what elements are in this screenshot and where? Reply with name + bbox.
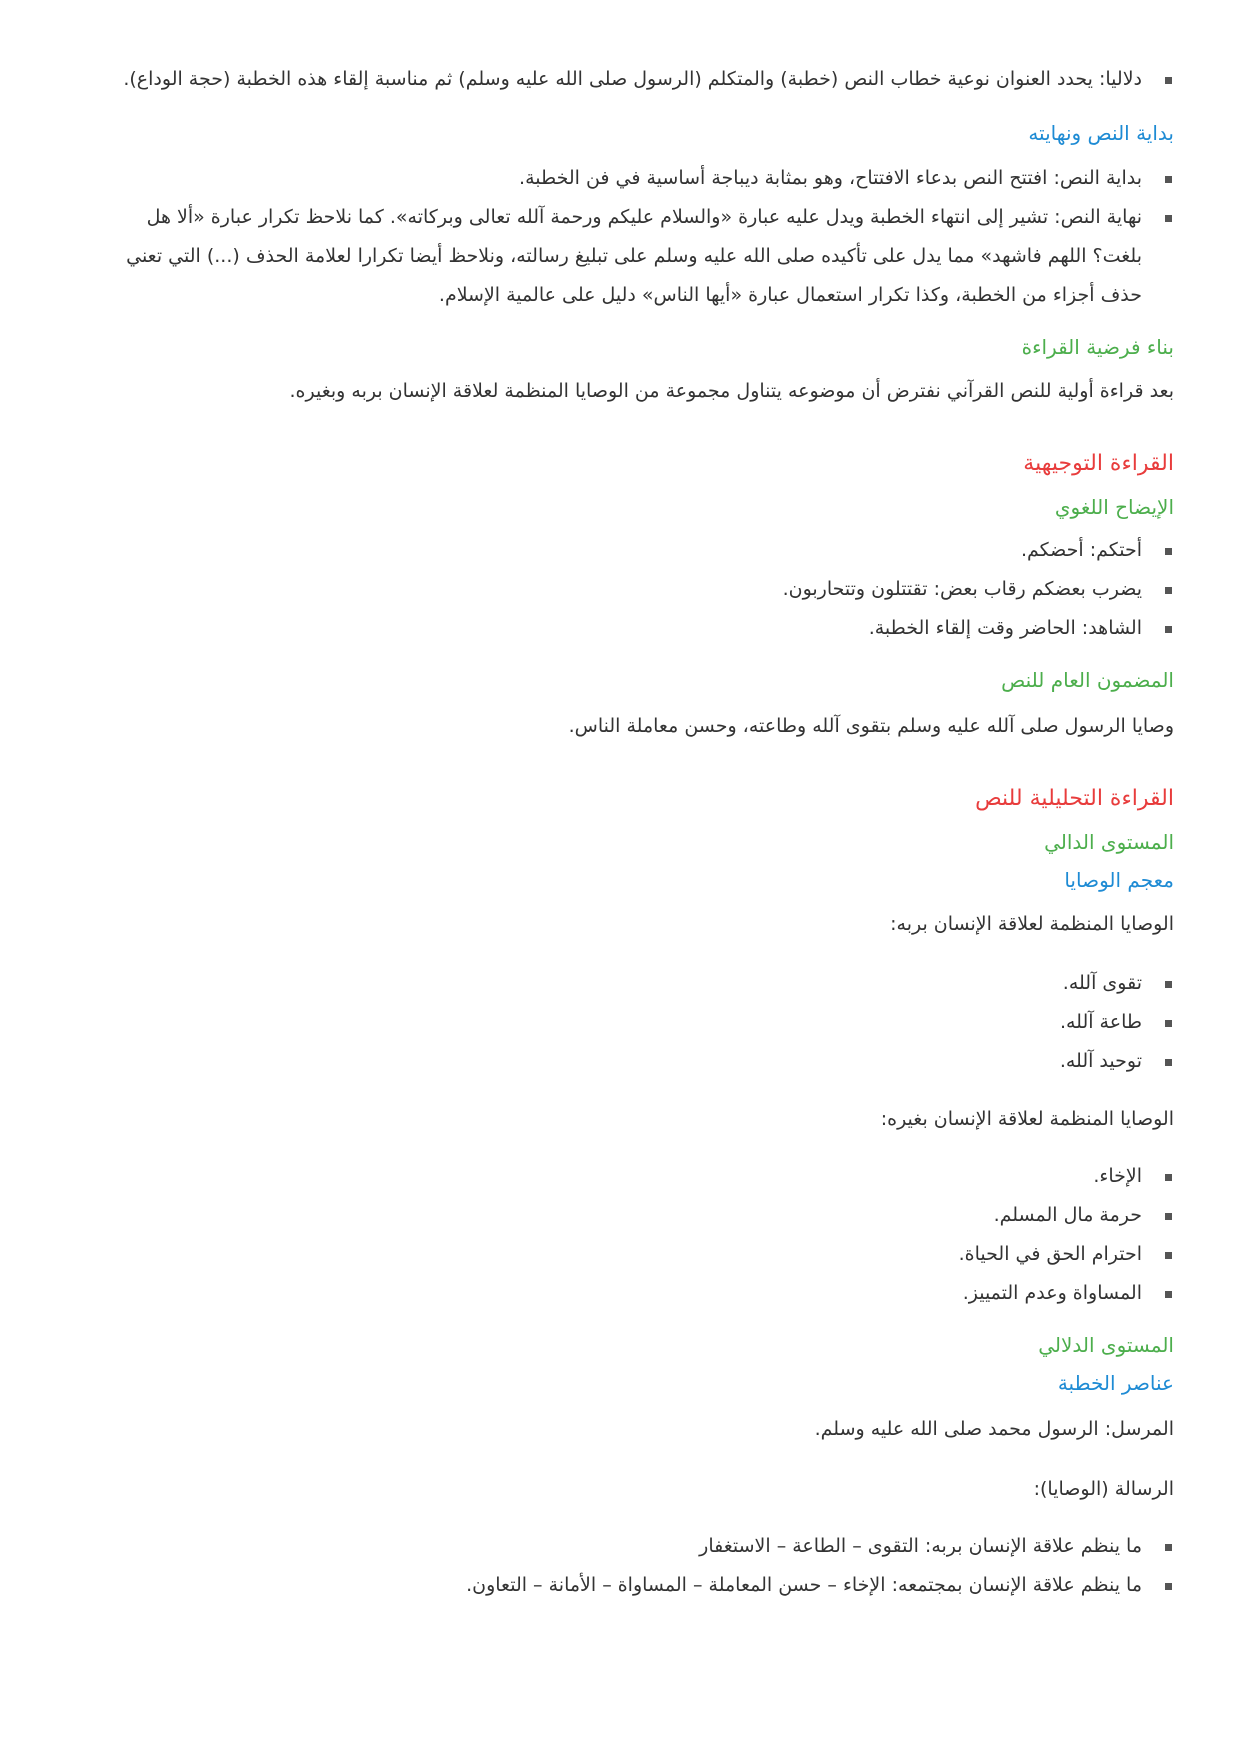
square-bullet-icon bbox=[1165, 215, 1172, 222]
start-end-list bbox=[106, 159, 1174, 315]
level2-heading: المستوى الدلالي bbox=[1038, 1333, 1174, 1357]
list-item bbox=[106, 1235, 1174, 1274]
square-bullet-icon bbox=[1165, 587, 1172, 594]
list-item-text: الشاهد: الحاضر وقت إلقاء الخطبة. bbox=[868, 617, 1142, 639]
list-item bbox=[106, 964, 1174, 1003]
list-item-text: تقوى آلله. bbox=[1062, 972, 1142, 994]
square-bullet-icon bbox=[1165, 77, 1172, 84]
list-item-text: ما ينظم علاقة الإنسان بربه: التقوى – الطاعة – الاستغفار bbox=[699, 1535, 1142, 1557]
elements-heading: عناصر الخطبة bbox=[1057, 1371, 1174, 1395]
start-end-heading: بداية النص ونهايته bbox=[1028, 121, 1174, 145]
list-item-text: أحتكم: أحضكم. bbox=[1020, 539, 1142, 561]
list-item-text: حرمة مال المسلم. bbox=[993, 1204, 1142, 1226]
list-item bbox=[106, 1196, 1174, 1235]
list-item bbox=[106, 570, 1174, 609]
square-bullet-icon bbox=[1165, 981, 1172, 988]
list-item bbox=[106, 1157, 1174, 1196]
content-heading: المضمون العام للنص bbox=[1001, 668, 1174, 692]
lexical-heading: الإيضاح اللغوي bbox=[1054, 495, 1174, 519]
lexical-list bbox=[106, 531, 1174, 648]
lexicon-heading: معجم الوصايا bbox=[1064, 868, 1174, 892]
square-bullet-icon bbox=[1165, 548, 1172, 555]
content-text: وصايا الرسول صلى آلله عليه وسلم بتقوى آلله وطاعته، وحسن معاملة الناس. bbox=[568, 715, 1174, 737]
list-item-text: المساواة وعدم التمييز. bbox=[962, 1282, 1142, 1304]
god-intro-text: الوصايا المنظمة لعلاقة الإنسان بربه: bbox=[890, 913, 1174, 935]
list-item-text: دلاليا: يحدد العنوان نوعية خطاب النص (خطبة) والمتكلم (الرسول صلى الله عليه وسلم) ثم مناسبة إلقاء هذه الخطبة (حجة الوداع). bbox=[123, 68, 1142, 90]
list-item bbox=[106, 159, 1174, 198]
list-item-text: الإخاء. bbox=[1093, 1165, 1142, 1187]
square-bullet-icon bbox=[1165, 1583, 1172, 1590]
list-item bbox=[106, 531, 1174, 570]
square-bullet-icon bbox=[1165, 1059, 1172, 1066]
sender-text: المرسل: الرسول محمد صلى الله عليه وسلم. bbox=[814, 1418, 1174, 1440]
list-item bbox=[106, 198, 1174, 315]
others-intro-text: الوصايا المنظمة لعلاقة الإنسان بغيره: bbox=[880, 1108, 1174, 1130]
top-list bbox=[106, 60, 1174, 99]
list-item bbox=[106, 60, 1174, 99]
analytic-reading-heading: القراءة التحليلية للنص bbox=[975, 786, 1174, 811]
list-item-text: توحيد آلله. bbox=[1059, 1050, 1142, 1072]
list-item bbox=[106, 1003, 1174, 1042]
list-item bbox=[106, 1527, 1174, 1566]
list-item-text: يضرب بعضكم رقاب بعض: تقتتلون وتتحاربون. bbox=[782, 578, 1142, 600]
others-list bbox=[106, 1157, 1174, 1313]
square-bullet-icon bbox=[1165, 1291, 1172, 1298]
square-bullet-icon bbox=[1165, 1020, 1172, 1027]
square-bullet-icon bbox=[1165, 1544, 1172, 1551]
square-bullet-icon bbox=[1165, 1174, 1172, 1181]
list-item-text: احترام الحق في الحياة. bbox=[958, 1243, 1142, 1265]
list-item bbox=[106, 609, 1174, 648]
hypothesis-text: بعد قراءة أولية للنص القرآني نفترض أن موضوعه يتناول مجموعة من الوصايا المنظمة لعلاقة الإنسان بربه وبغيره. bbox=[289, 380, 1174, 402]
list-item-text: طاعة آلله. bbox=[1059, 1011, 1142, 1033]
hypothesis-heading: بناء فرضية القراءة bbox=[1021, 335, 1174, 359]
square-bullet-icon bbox=[1165, 626, 1172, 633]
guided-reading-heading: القراءة التوجيهية bbox=[1023, 451, 1174, 476]
message-text: الرسالة (الوصايا): bbox=[1033, 1478, 1174, 1500]
list-item bbox=[106, 1566, 1174, 1605]
list-item bbox=[106, 1274, 1174, 1313]
god-list bbox=[106, 964, 1174, 1081]
square-bullet-icon bbox=[1165, 1213, 1172, 1220]
square-bullet-icon bbox=[1165, 1252, 1172, 1259]
list-item bbox=[106, 1042, 1174, 1081]
list-item-text: نهاية النص: تشير إلى انتهاء الخطبة ويدل عليه عبارة «والسلام عليكم ورحمة آلله تعالى وبركاته». كما نلاحظ تكرار عبارة «ألا هل بلغت؟ اللهم فاشهد» مما يدل على تأكيده صلى الله عليه وسلم على تبليغ رسالته، ونلاحظ أيضا تكرارا لعلامة الحذف (...) التي تعني حذف أجزاء من الخطبة، وكذا تكرار استعمال عبارة «أيها الناس» دليل على عالمية الإسلام. bbox=[126, 206, 1142, 306]
list-item-text: بداية النص: افتتح النص بدعاء الافتتاح، وهو بمثابة ديباجة أساسية في فن الخطبة. bbox=[519, 167, 1142, 189]
message-list bbox=[106, 1527, 1174, 1605]
level1-heading: المستوى الدالي bbox=[1044, 830, 1174, 854]
list-item-text: ما ينظم علاقة الإنسان بمجتمعه: الإخاء – حسن المعاملة – المساواة – الأمانة – التعاون. bbox=[466, 1574, 1142, 1596]
square-bullet-icon bbox=[1165, 176, 1172, 183]
